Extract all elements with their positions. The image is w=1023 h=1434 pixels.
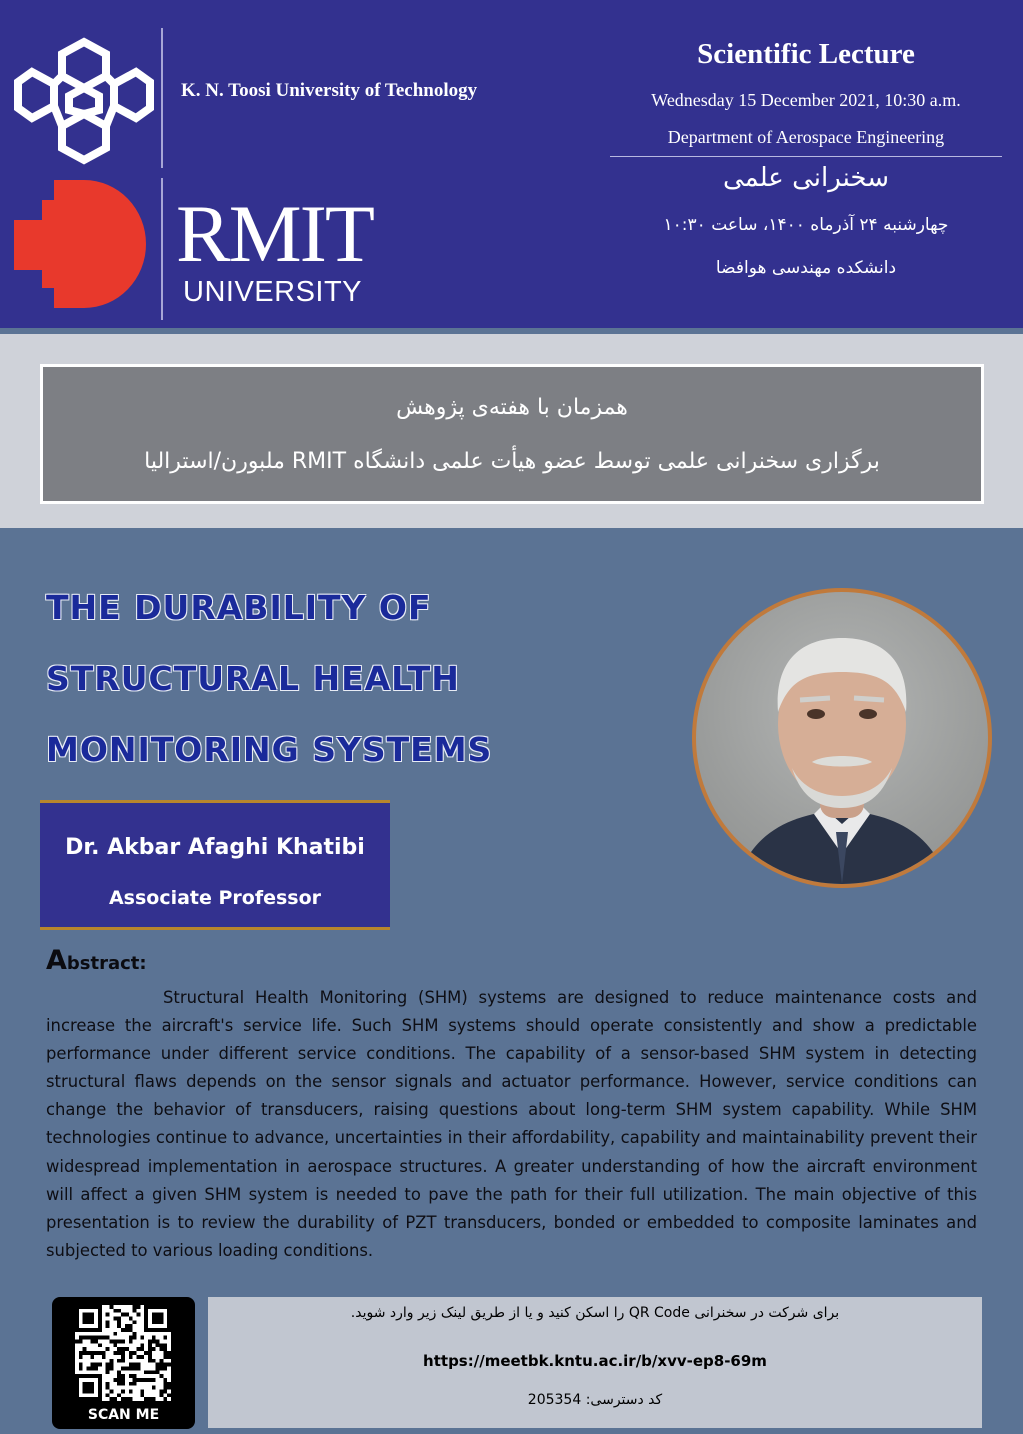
abstract-heading-initial: A (46, 945, 67, 976)
rmit-logo-icon (14, 180, 146, 308)
speaker-name: Dr. Akbar Afaghi Khatibi (65, 835, 365, 860)
lecture-title-fa: سخنرانی علمی (723, 163, 889, 193)
banner-box (40, 364, 984, 504)
access-code: کد دسترسی: 205354 (527, 1392, 663, 1408)
abstract-heading (46, 945, 147, 976)
qr-code-card[interactable] (52, 1297, 195, 1429)
header-divider (610, 156, 1002, 157)
lecture-date-fa: چهارشنبه ۲۴ آذرماه ۱۴۰۰، ساعت ۱۰:۳۰ (663, 215, 949, 235)
abstract-heading-rest: bstract: (66, 953, 147, 974)
divider (161, 178, 163, 320)
talk-title-line: THE DURABILITY OF (46, 588, 432, 627)
scan-me-label: SCAN ME (87, 1407, 160, 1423)
speaker-position: Associate Professor (108, 887, 322, 909)
lecture-date-en: Wednesday 15 December 2021, 10:30 a.m. (651, 90, 961, 110)
rmit-wordmark: RMIT (176, 188, 373, 279)
talk-title-line: MONITORING SYSTEMS (46, 730, 493, 769)
join-instruction: برای شرکت در سخنرانی QR Code را اسکن کنید و یا از طریق لینک زیر وارد شوید. (350, 1305, 840, 1321)
rmit-university-label: UNIVERSITY (183, 276, 363, 308)
kntu-logo-icon (14, 36, 154, 166)
banner-line-2: برگزاری سخنرانی علمی توسط عضو هیأت علمی دانشگاه RMIT ملبورن/استرالیا (144, 449, 880, 474)
join-info-box (208, 1297, 982, 1428)
kntu-name: K. N. Toosi University of Technology (181, 80, 478, 101)
department-fa: دانشکده مهندسی هوافضا (715, 258, 897, 278)
speaker-card (40, 800, 390, 930)
speaker-photo (692, 588, 992, 888)
department-en: Department of Aerospace Engineering (667, 127, 945, 147)
speaker-portrait-icon (696, 592, 988, 884)
meeting-link[interactable]: https://meetbk.kntu.ac.ir/b/xvv-ep8-69m (423, 1352, 767, 1370)
talk-title-line: STRUCTURAL HEALTH (46, 659, 460, 698)
lecture-title-en: Scientific Lecture (697, 38, 915, 70)
banner-line-1: همزمان با هفته‌ی پژوهش (396, 395, 628, 420)
abstract-body: Structural Health Monitoring (SHM) systems are designed to reduce maintenance costs and increase the aircraft's service life. Such SHM systems should operate consistently and show a predictable performance under different service conditions. The capability of a sensor-based SHM system in detecting structural flaws depends on the sensor signals and actuator performance. However, service conditions can change the behavior of transducers, raising questions about long-term SHM system capability. While SHM technologies continue to advance, uncertainties in their affordability, capability and maintainability prevent their widespread implementation in aerospace structures. A greater understanding of how the aircraft environment will affect a given SHM system is needed to pave the path for their full utilization. The main objective of this presentation is to review the durability of PZT transducers, bonded or embedded to composite laminates and subjected to various loading conditions. (46, 988, 977, 1260)
qr-code-icon[interactable] (64, 1305, 182, 1401)
header (0, 0, 1023, 328)
divider (161, 28, 163, 168)
